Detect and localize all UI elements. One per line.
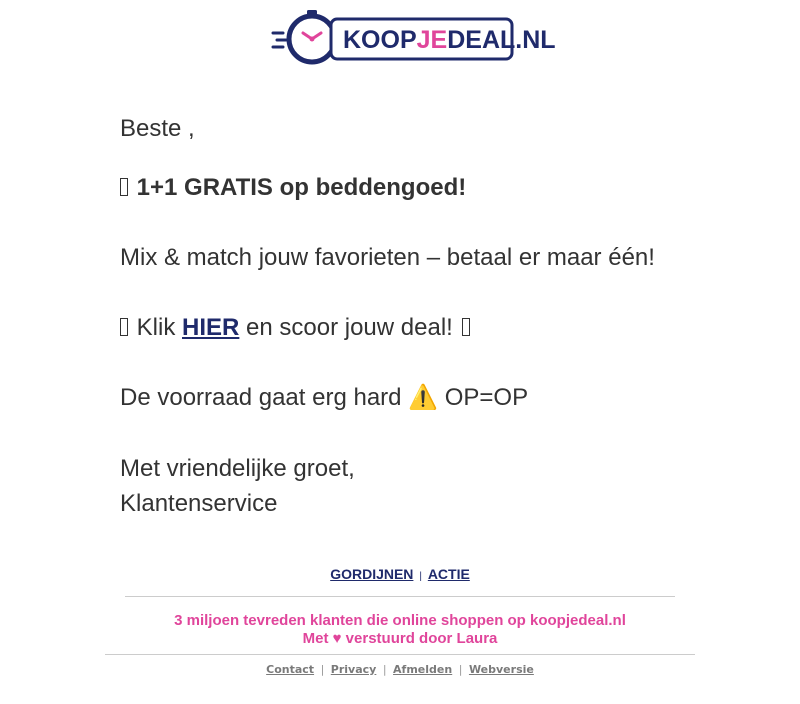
footer-separator: | <box>458 663 463 676</box>
footer-link-privacy[interactable]: Privacy <box>330 663 377 676</box>
cta-prefix: Klik <box>136 314 176 341</box>
stopwatch-icon <box>273 10 335 62</box>
category-link-actie[interactable]: ACTIE <box>427 566 470 582</box>
footer-link-contact[interactable]: Contact <box>266 663 315 676</box>
cta-line <box>120 314 470 342</box>
footer-link-webversie[interactable]: Webversie <box>468 663 534 676</box>
footer-links <box>0 663 800 676</box>
category-separator: | <box>419 571 422 582</box>
signature-text: Klantenservice <box>120 490 278 517</box>
sparkle-icon <box>462 318 470 336</box>
cta-suffix: en scoor jouw deal! <box>246 314 453 341</box>
logo-text <box>343 26 556 54</box>
gift-icon <box>120 178 128 196</box>
footer-separator: | <box>320 663 325 676</box>
closing-text: Met vriendelijke groet, <box>120 455 355 482</box>
headline <box>120 174 466 202</box>
headline-text: 1+1 GRATIS op beddengoed! <box>136 174 467 201</box>
footer-link-afmelden[interactable]: Afmelden <box>393 663 453 676</box>
logo-text-suffix: DEAL.NL <box>447 26 556 54</box>
pointing-hand-icon <box>120 318 128 336</box>
divider <box>125 596 675 597</box>
cta-link-hier[interactable]: HIER <box>182 314 240 341</box>
logo-text-highlight: JE <box>416 26 448 54</box>
footer-separator: | <box>382 663 387 676</box>
mix-match-text: Mix & match jouw favorieten – betaal er maar één! <box>120 244 655 271</box>
logo-text-prefix: KOOP <box>343 26 417 54</box>
tagline-sender: Met ♥ verstuurd door Laura <box>302 630 498 647</box>
category-link-gordijnen[interactable]: GORDIJNEN <box>330 566 414 582</box>
brand-logo[interactable] <box>273 9 556 67</box>
tagline-customers: 3 miljoen tevreden klanten die online shoppen op koopjedeal.nl <box>174 612 626 629</box>
category-links <box>0 566 800 582</box>
stock-warning-text: De voorraad gaat erg hard ⚠️ OP=OP <box>120 384 529 411</box>
divider <box>105 654 695 655</box>
greeting-text: Beste , <box>120 115 195 142</box>
